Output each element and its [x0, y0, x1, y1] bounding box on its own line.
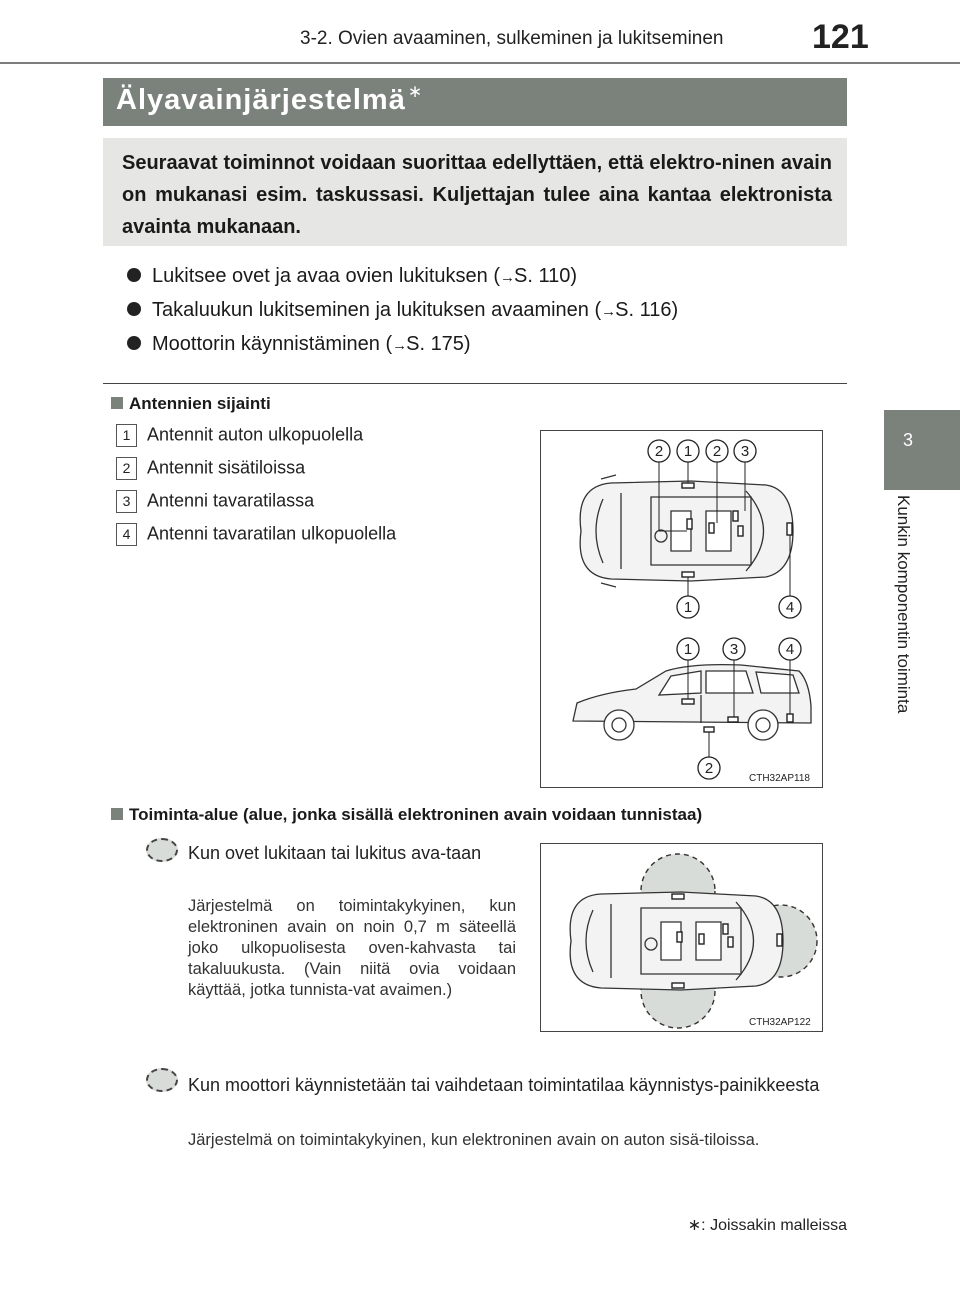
range-item-body: Järjestelmä on toimintakykyinen, kun elektroninen avain on auton sisä-tiloissa.: [188, 1131, 760, 1149]
intro-text: Seuraavat toiminnot voidaan suorittaa edellyttäen, että elektro-ninen avain on mukanasi esim. taskussasi. Kuljettajan tulee aina kantaa elektronista avainta mukanaan.: [122, 152, 832, 238]
bullet-dot-icon: [127, 336, 141, 350]
range-item-title: Kun ovet lukitaan tai lukitus ava-taan: [188, 843, 482, 863]
arrow-right-icon: →: [601, 303, 617, 320]
antenna-item: 2 Antennit sisätiloissa: [116, 457, 305, 480]
antenna-heading: Antennien sijainti: [111, 394, 271, 414]
bullet-item: Lukitsee ovet ja avaa ovien lukituksen (→S. 110): [127, 265, 577, 288]
callout-label: 1: [683, 443, 693, 460]
arrow-right-icon: →: [499, 269, 515, 286]
figure-code: CTH32AP118: [749, 773, 810, 784]
callout-label: 1: [683, 599, 693, 616]
callout-label: 2: [704, 760, 714, 777]
header-rule: [0, 62, 960, 64]
antenna-figure: [540, 430, 823, 788]
range-item-body: Järjestelmä on toimintakykyinen, kun elektroninen avain on noin 0,7 m säteellä joko ulkopuolisesta oven-kahvasta tai takaluukusta. (Vain niitä ovia voidaan käyttää, jotka tunnista-vat avaimen.): [188, 897, 516, 999]
antenna-item: 1 Antennit auton ulkopuolella: [116, 424, 363, 447]
running-header: 3-2. Ovien avaaminen, sulkeminen ja lukitseminen: [300, 28, 724, 49]
detection-area-icon: [146, 1068, 178, 1092]
callout-label: 2: [712, 443, 722, 460]
range-item-title: Kun moottori käynnistetään tai vaihdetaan toimintatilaa käynnistys-painikkeesta: [188, 1075, 820, 1095]
antenna-item: 3 Antenni tavaratilassa: [116, 490, 314, 513]
square-bullet-icon: [111, 808, 123, 820]
chapter-tab-label: Kunkin komponentin toiminta: [894, 495, 913, 714]
page-number: 121: [812, 18, 869, 56]
callout-label: 3: [729, 641, 739, 658]
range-heading: Toiminta-alue (alue, jonka sisällä elektroninen avain voidaan tunnistaa): [111, 805, 702, 825]
footnote: ∗: Joissakin malleissa: [687, 1217, 847, 1234]
bullet-item: Moottorin käynnistäminen (→S. 175): [127, 333, 471, 356]
bullet-item: Takaluukun lukitseminen ja lukituksen avaaminen (→S. 116): [127, 299, 678, 322]
callout-label: 2: [654, 443, 664, 460]
square-bullet-icon: [111, 397, 123, 409]
detection-area-icon: [146, 838, 178, 862]
callout-label: 4: [785, 641, 795, 658]
section-rule: [103, 383, 847, 384]
bullet-dot-icon: [127, 302, 141, 316]
car-antenna-illustration: [541, 431, 822, 787]
arrow-right-icon: →: [392, 337, 408, 354]
footnote-mark: ∗: [407, 82, 424, 101]
figure-code: CTH32AP122: [749, 1017, 811, 1028]
chapter-tab-number: 3: [902, 430, 913, 450]
antenna-item: 4 Antenni tavaratilan ulkopuolella: [116, 523, 396, 546]
car-range-illustration: [541, 844, 822, 1031]
page-title: Älyavainjärjestelmä ∗: [116, 82, 424, 116]
bullet-dot-icon: [127, 268, 141, 282]
callout-label: 4: [785, 599, 795, 616]
callout-label: 3: [740, 443, 750, 460]
callout-label: 1: [683, 641, 693, 658]
range-figure: [540, 843, 823, 1032]
